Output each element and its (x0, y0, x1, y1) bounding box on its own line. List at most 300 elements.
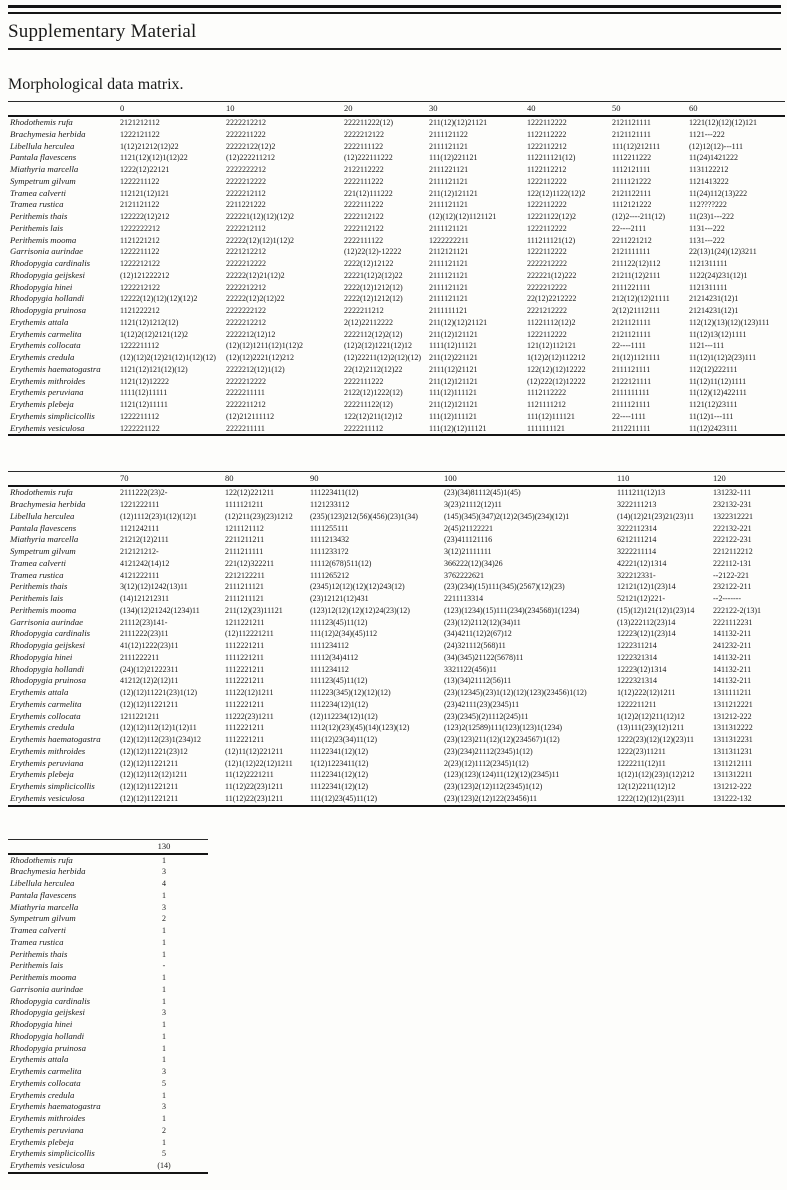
character-states-cell: (12)12(12)---111 (689, 141, 744, 151)
character-states-cell: 1121---111 (689, 341, 725, 351)
character-states-cell: 241232-211 (713, 641, 752, 650)
species-name: Erythemis peruviana (10, 1124, 84, 1135)
character-states-cell: 1121(12)(12)1(12)22 (120, 153, 188, 163)
character-states-cell: (123)2(12589)111(123)(123)1(1234) (444, 723, 563, 733)
character-states-cell: 2222212112 (226, 223, 266, 233)
character-states-cell: 11(12)11(12)1111 (689, 376, 747, 386)
character-states-cell: (23)(123)211(12)(12)(234567)1(12) (444, 735, 560, 744)
species-name: Erythemis collocata (10, 710, 81, 721)
character-states-cell: 232122-211 (713, 582, 752, 592)
species-name: Erythemis plebeja (10, 1136, 74, 1147)
matrix-row (8, 423, 785, 436)
character-states-cell: 1311212221 (713, 699, 753, 709)
character-states-cell: (123)(123)(124)11(12)(12)(2345)11 (444, 770, 560, 780)
character-states-cell: 2222212222 (527, 259, 567, 268)
species-name: Erythemis credula (10, 722, 75, 733)
character-states-cell: 1 (162, 1043, 166, 1053)
character-states-cell: (12)211(23)(23)1212 (225, 511, 293, 521)
matrix-row (8, 640, 785, 652)
species-name: Erythemis attala (10, 687, 69, 697)
character-states-cell: 2122(12)1222(12) (344, 388, 403, 398)
matrix-row (8, 949, 208, 961)
species-name: Tramea rustica (10, 569, 64, 580)
species-name: Rhodothemis rufa (10, 487, 73, 498)
character-states-cell: 211(12)(23)11121 (225, 605, 283, 615)
species-name: Tramea calverti (10, 187, 66, 198)
matrix-row (8, 352, 785, 364)
character-states-cell: 1311312211 (713, 770, 753, 780)
matrix-row (8, 523, 785, 535)
matrix-row (8, 188, 785, 200)
species-name: Garrisonia aurindae (10, 983, 84, 994)
species-name: Erythemis haematogastra (10, 734, 101, 744)
species-name: Perithemis mooma (10, 972, 77, 982)
character-states-cell: 131222-132 (713, 793, 752, 803)
species-name: Erythemis mithroides (10, 375, 86, 386)
character-states-cell: 211(12)121121 (429, 188, 478, 198)
character-states-cell: 22222(12)(12)1(12)2 (226, 235, 294, 245)
character-states-cell: (12)112234(12)1(12) (310, 711, 378, 721)
character-states-cell: 22222122(12)2 (226, 141, 276, 151)
character-states-cell: 1111255111 (310, 523, 349, 533)
character-states-cell: 11(12)1---111 (689, 411, 734, 421)
character-states-cell: 211(12)221121 (429, 353, 478, 362)
character-states-cell: 11(12)22(23)1211 (225, 793, 284, 803)
character-states-cell: 3321122(456)11 (444, 664, 497, 674)
species-name: Libellula herculea (10, 510, 75, 521)
character-states-cell: 222211222(12) (344, 118, 394, 127)
character-states-cell: 222122-2(13)1 (713, 605, 761, 615)
character-states-cell: 2111211121 (225, 594, 264, 603)
matrix-row (8, 1113, 208, 1125)
character-states-cell: 1 (162, 1055, 166, 1065)
character-states-cell: 11112331?2 (310, 547, 349, 556)
species-name: Erythemis haematogastra (10, 363, 101, 374)
character-states-cell: 1131---222 (689, 223, 725, 233)
character-states-cell: 1222221122 (120, 423, 160, 433)
character-states-cell: 6212111214 (617, 535, 657, 545)
character-states-cell: 21214231(12)1 (689, 294, 739, 304)
species-name: Perithemis thais (10, 581, 68, 592)
character-states-cell: 222112-131 (713, 558, 752, 568)
character-states-cell: 2211211211 (225, 535, 265, 545)
character-states-cell: 2111211121 (225, 582, 264, 592)
character-states-cell: (12)(12)112(12)1(12)11 (120, 723, 197, 733)
character-states-cell: 11(12)22(23)1211 (225, 782, 284, 791)
matrix-row (8, 211, 785, 223)
character-states-cell: 1 (162, 1137, 166, 1147)
character-states-cell: 1121221212 (120, 235, 160, 245)
character-states-cell: 2121121111 (612, 317, 651, 327)
character-states-cell: 1111221211 (225, 652, 264, 662)
character-states-cell: 1222211112 (120, 341, 160, 351)
character-states-cell: 41212(12)2(12)11 (120, 676, 179, 686)
matrix-row (8, 1031, 208, 1043)
character-states-cell: 2121121111 (612, 118, 651, 127)
character-states-cell: (13)(34)21112(56)11 (444, 676, 512, 686)
character-states-cell: 211(12)(12)21121 (429, 317, 488, 327)
species-name: Sympetrum gilvum (10, 546, 76, 556)
character-states-cell: (12)(12)112(23)1(234)12 (120, 735, 202, 744)
matrix-row (8, 1137, 208, 1149)
character-states-cell: 2211221212 (612, 235, 652, 245)
character-states-cell: (14) (157, 1161, 171, 1170)
matrix-row (8, 913, 208, 925)
matrix-row (8, 387, 785, 399)
species-name: Sympetrum gilvum (10, 175, 76, 186)
character-states-cell: - (162, 961, 166, 971)
matrix-row (8, 511, 785, 523)
character-states-cell: (14)121212311 (120, 594, 170, 603)
matrix-row (8, 499, 785, 511)
matrix-row (8, 116, 785, 129)
species-name: Erythemis mithroides (10, 1113, 86, 1123)
character-states-cell: 111(12)221121 (429, 153, 478, 163)
character-states-cell: 2222222122 (226, 306, 266, 315)
character-states-cell: 11222(23)1211 (225, 711, 274, 721)
character-states-cell: 2222211212 (344, 306, 384, 315)
character-states-cell: 22222(12)2(12)22 (226, 294, 285, 304)
character-states-cell: 1 (162, 973, 166, 982)
character-states-cell: 2222111122 (344, 141, 384, 151)
character-states-cell: 3222111213 (617, 500, 657, 509)
matrix-row (8, 1054, 208, 1066)
species-name: Rhodopygia cardinalis (10, 995, 91, 1006)
character-states-cell: 12(12)2211(12)12 (617, 782, 676, 791)
character-states-cell: 122(12)1122(12)2 (527, 188, 586, 198)
character-states-cell: 221(12)322211 (225, 558, 275, 568)
character-states-cell: (12)(12)11221211 (120, 793, 179, 803)
matrix-row (8, 282, 785, 294)
character-states-cell: 1(12)2(12)2121(12)2 (120, 329, 188, 339)
character-states-cell: 1121(12)1212(12) (120, 317, 179, 327)
character-states-cell: 5 (162, 1078, 166, 1088)
character-states-cell: (13)111(23)(12)1211 (617, 723, 685, 733)
matrix-row (8, 746, 785, 758)
character-states-cell: 1111234112 (310, 641, 349, 650)
character-states-cell: 11(12)13(12)1111 (689, 329, 747, 339)
character-states-cell: 1121311111 (689, 259, 728, 268)
character-states-cell: 2211113314 (444, 594, 484, 603)
character-column-header: 0 (120, 102, 226, 117)
matrix-row (8, 605, 785, 617)
character-states-cell: 2222112122 (344, 212, 384, 221)
character-states-cell: 12222(12)(12)(12)(12)2 (120, 294, 198, 304)
character-states-cell: 1121(12)23111 (689, 400, 738, 409)
character-states-cell: 1222211122 (120, 176, 160, 186)
character-states-cell: 1112121222 (612, 200, 652, 210)
character-states-cell: 1122112212 (527, 165, 567, 174)
character-states-cell: (15)(12)121(12)1(23)14 (617, 605, 695, 615)
character-states-cell: 1222112222 (527, 176, 567, 186)
character-states-cell: 1221(12)(12)(12)121 (689, 118, 757, 127)
character-states-cell: 1311312222 (713, 723, 753, 733)
character-states-cell: 2222111222 (344, 200, 384, 210)
character-states-cell: 1112221211 (225, 723, 265, 733)
character-states-cell: 2111121121 (429, 294, 468, 304)
species-name: Erythemis vesiculosa (10, 1160, 85, 1170)
species-name: Rhodopygia cardinalis (10, 628, 91, 639)
character-states-cell: 1222(23)(12)(12)(23)11 (617, 735, 695, 744)
character-states-cell: 2121121122 (120, 200, 160, 210)
matrix-row (8, 1101, 208, 1113)
header-row (8, 102, 785, 117)
character-states-cell: 3(12)21111111 (444, 547, 492, 556)
character-states-cell: (23)(2345)(2)1112(245)11 (444, 711, 529, 721)
character-states-cell: (34)4211(12)2(67)12 (444, 629, 512, 639)
character-states-cell: 322212331- (617, 570, 656, 580)
character-states-cell: 2222212222 (527, 282, 567, 292)
character-states-cell: 2121121111 (612, 329, 651, 339)
character-states-cell: 122(12)211(12)12 (344, 411, 403, 421)
character-states-cell: 1112121111 (612, 165, 651, 174)
character-column-header: 120 (713, 472, 785, 487)
character-states-cell: 1211221211 (225, 617, 265, 627)
matrix-row (8, 664, 785, 676)
character-states-cell: 111223411(12) (310, 488, 359, 498)
character-states-cell: 1121111212 (527, 400, 566, 409)
character-states-cell: 1222(12)(12)1(23)11 (617, 793, 685, 803)
character-states-cell: 211122(12)112 (612, 259, 661, 268)
character-states-cell: 1112221211 (225, 735, 265, 744)
character-states-cell: (23)(34)81112(45)1(45) (444, 488, 521, 498)
matrix-row (8, 793, 785, 806)
matrix-row (8, 711, 785, 723)
species-name: Rhodopygia hollandi (10, 293, 85, 304)
character-states-cell: 2111121121 (429, 200, 468, 210)
character-states-cell: 212121212- (120, 547, 159, 556)
character-states-cell: 141132-211 (713, 629, 752, 639)
character-states-cell: (24)321112(568)11 (444, 641, 506, 650)
species-name: Rhodopygia hinei (10, 281, 73, 292)
matrix-row (8, 293, 785, 305)
character-states-cell: 21214231(12)1 (689, 306, 739, 315)
character-states-cell: 1121(12)12222 (120, 376, 170, 386)
top-double-rule (8, 5, 781, 14)
character-states-cell: 1121242111 (120, 523, 160, 533)
matrix-row (8, 769, 785, 781)
character-states-cell: 2222(12)12122 (344, 259, 394, 268)
character-states-cell: 11221112(12)2 (527, 317, 576, 327)
character-states-cell: 366222(12)(34)26 (444, 558, 503, 568)
character-states-cell: 111123(45)11(12) (310, 676, 368, 686)
character-states-cell: 1111234112 (310, 664, 349, 674)
character-states-cell: 111(12)212111 (612, 141, 661, 151)
character-states-cell: 1122(24)231(12)1 (689, 270, 748, 280)
character-states-cell: 11122341(12)(12) (310, 770, 369, 780)
character-states-cell: 3222211114 (617, 547, 657, 556)
character-states-cell: 111(12)111121 (429, 411, 477, 421)
character-states-cell: 2222211222 (226, 129, 266, 139)
character-states-cell: (145)(345)(347)2(12)2(345)(234)(12)1 (444, 511, 570, 521)
character-column-header: 90 (310, 472, 444, 487)
character-states-cell: 121(12)112121 (527, 341, 577, 351)
character-states-cell: 2121212112 (120, 118, 160, 127)
character-states-cell: 1111265212 (310, 570, 350, 580)
character-states-cell: 1121(12)11111 (120, 400, 168, 409)
character-states-cell: 222122-231 (713, 535, 752, 545)
character-states-cell: 2(45)21122221 (444, 523, 494, 533)
character-states-cell: --2------- (713, 594, 741, 603)
character-states-cell: 1222121122 (120, 129, 160, 139)
species-name: Rhodopygia hinei (10, 651, 73, 662)
character-states-cell: 2212112212 (713, 547, 753, 556)
character-states-cell: (12)11(12)221211 (225, 746, 284, 756)
character-states-cell: 1111(12)11111 (120, 388, 168, 398)
matrix-row (8, 984, 208, 996)
matrix-row (8, 1078, 208, 1090)
character-states-cell: 2222111122 (344, 235, 384, 245)
character-states-cell: 2111121111 (612, 400, 651, 409)
character-column-header: 70 (120, 472, 225, 487)
matrix-row (8, 866, 208, 878)
species-column-header (8, 472, 120, 487)
character-states-cell: 2111222(23)11 (120, 629, 169, 639)
character-states-cell: 41(12)1222(23)11 (120, 641, 179, 650)
matrix-row (8, 593, 785, 605)
character-states-cell: 2222112(12)2(12) (344, 329, 403, 339)
species-name: Erythemis credula (10, 352, 75, 362)
character-states-cell: 2211221222 (226, 200, 266, 210)
character-states-cell: 1222311214 (617, 641, 657, 650)
character-states-cell: 1121(12)121(12)(12) (120, 364, 188, 374)
character-states-cell: 1 (162, 1090, 166, 1100)
species-name: Tramea calverti (10, 925, 66, 935)
character-column-header: 80 (225, 472, 310, 487)
character-states-cell: 1112221211 (225, 699, 265, 709)
character-states-cell: 1 (162, 855, 166, 865)
matrix-row (8, 246, 785, 258)
species-name: Erythemis collocata (10, 340, 81, 351)
matrix-row (8, 399, 785, 411)
species-name: Rhodopygia geijskesi (10, 1007, 86, 1018)
character-states-cell: 1112234(12)1(12) (310, 699, 369, 709)
character-states-cell: (12)222211212 (226, 153, 276, 163)
character-states-cell: 22(13)1(24)(12)3211 (689, 247, 757, 257)
character-states-cell: 141132-211 (713, 652, 752, 662)
character-states-cell: 2222112122 (344, 223, 384, 233)
character-states-cell: 2111211111 (225, 547, 264, 556)
character-states-cell: 4 (162, 879, 166, 888)
species-name: Perithemis lais (10, 593, 64, 603)
character-states-cell: 111(12)111121 (527, 411, 575, 421)
character-states-cell: 5 (162, 1149, 166, 1159)
species-name: Perithemis lais (10, 222, 64, 233)
character-states-cell: 111(12)23(34)11(12) (310, 735, 378, 744)
species-name: Erythemis carmelita (10, 698, 82, 709)
character-states-cell: 1 (162, 937, 166, 947)
character-states-cell: 11122(12)1211 (225, 688, 274, 697)
character-states-cell: 22221(12)2(12)22 (344, 270, 403, 280)
character-states-cell: 22(12)2212222 (527, 294, 577, 304)
species-name: Rhodopygia hollandi (10, 663, 85, 674)
character-states-cell: 1(12)2(12)112212 (527, 353, 586, 362)
character-states-cell: (13)222112(23)14 (617, 617, 676, 627)
character-states-cell: 1222211122 (120, 247, 160, 257)
character-states-cell: (12)(12)2(12)21(12)1(12)(12) (120, 353, 216, 362)
species-name: Rhodopygia pruinosa (10, 675, 86, 686)
species-name: Perithemis mooma (10, 604, 77, 615)
character-states-cell: (34)(345)21122(5678)11 (444, 652, 524, 662)
section-heading: Morphological data matrix. (8, 76, 184, 93)
character-states-cell: 2111121222 (612, 176, 652, 186)
character-column-header: 20 (344, 102, 429, 117)
species-name: Miathyria marcella (10, 164, 79, 174)
species-name: Tramea calverti (10, 557, 66, 568)
character-states-cell: 3 (162, 867, 166, 877)
character-states-cell: 2121121111 (612, 129, 651, 139)
species-name: Rhodopygia cardinalis (10, 258, 91, 268)
matrix-row (8, 996, 208, 1008)
character-states-cell: 1222112222 (527, 223, 567, 233)
character-states-cell: 3 (162, 1067, 166, 1076)
matrix-row (8, 1125, 208, 1137)
character-states-cell: 3(23)21112(12)11 (444, 500, 502, 509)
character-states-cell: 1 (162, 890, 166, 900)
species-name: Rhodothemis rufa (10, 854, 73, 865)
character-states-cell: 122222(12)212 (120, 212, 170, 221)
character-states-cell: 1311212111 (713, 758, 753, 768)
matrix-row (8, 1160, 208, 1173)
character-states-cell: 3 (162, 1008, 166, 1018)
character-states-cell: 1222222212 (120, 223, 160, 233)
character-states-cell: 112211121(12) (527, 153, 576, 163)
character-states-cell: 11(12)2423111 (689, 423, 738, 433)
character-states-cell: (23)42111(23)(2345)11 (444, 699, 520, 709)
species-name: Erythemis credula (10, 1089, 75, 1100)
character-states-cell: 2222212212 (226, 282, 266, 292)
character-states-cell: 2111121121 (429, 176, 468, 186)
character-states-cell: 2111(12)21121 (429, 364, 478, 374)
character-states-cell: 11(24)112(13)222 (689, 188, 748, 198)
character-states-cell: 11(12)1(12)2(23)111 (689, 353, 757, 362)
matrix-row (8, 617, 785, 629)
character-column-header: 30 (429, 102, 527, 117)
character-states-cell: 2222212222 (226, 176, 266, 186)
character-states-cell: 11(23)1---222 (689, 212, 735, 221)
character-states-cell: (23)(234)(15)111(345)(2567)(12)(23) (444, 582, 565, 592)
character-states-cell: 3(12)(12)1242(13)11 (120, 582, 188, 592)
species-name: Tramea rustica (10, 199, 64, 210)
character-states-cell: 2222222212 (226, 165, 266, 174)
matrix-row (8, 1019, 208, 1031)
character-states-cell: 1 (162, 1031, 166, 1041)
character-states-cell: 12223(12)1314 (617, 664, 667, 674)
character-states-cell: 22----1111 (612, 341, 646, 351)
species-name: Libellula herculea (10, 878, 75, 888)
character-states-cell: 2222212(12)12 (226, 329, 276, 339)
character-states-cell: (134)(12)21242(1234)11 (120, 605, 200, 615)
character-states-cell: 2222211111 (226, 423, 265, 433)
matrix-row (8, 581, 785, 593)
character-states-cell: 222221(12)222 (527, 270, 577, 280)
character-states-cell: 4121242(14)12 (120, 558, 170, 568)
matrix-row (8, 734, 785, 746)
character-states-cell: 131212-222 (713, 782, 752, 791)
header-row (8, 839, 208, 854)
character-states-cell: 221(12)111222 (344, 188, 393, 198)
character-states-cell: (12)(12)1211(12)1(12)2 (226, 341, 304, 351)
species-name: Pantala flavescens (10, 889, 77, 900)
character-states-cell: 2111121121 (429, 141, 468, 151)
matrix-row (8, 1090, 208, 1102)
species-name: Rhodothemis rufa (10, 117, 73, 127)
character-states-cell: (12)(12)11221211 (120, 758, 179, 768)
character-states-cell: (12)(12)11221211 (120, 782, 179, 791)
species-name: Erythemis carmelita (10, 1066, 82, 1076)
matrix-row (8, 781, 785, 793)
species-name: Brachymesia herbida (10, 866, 86, 877)
